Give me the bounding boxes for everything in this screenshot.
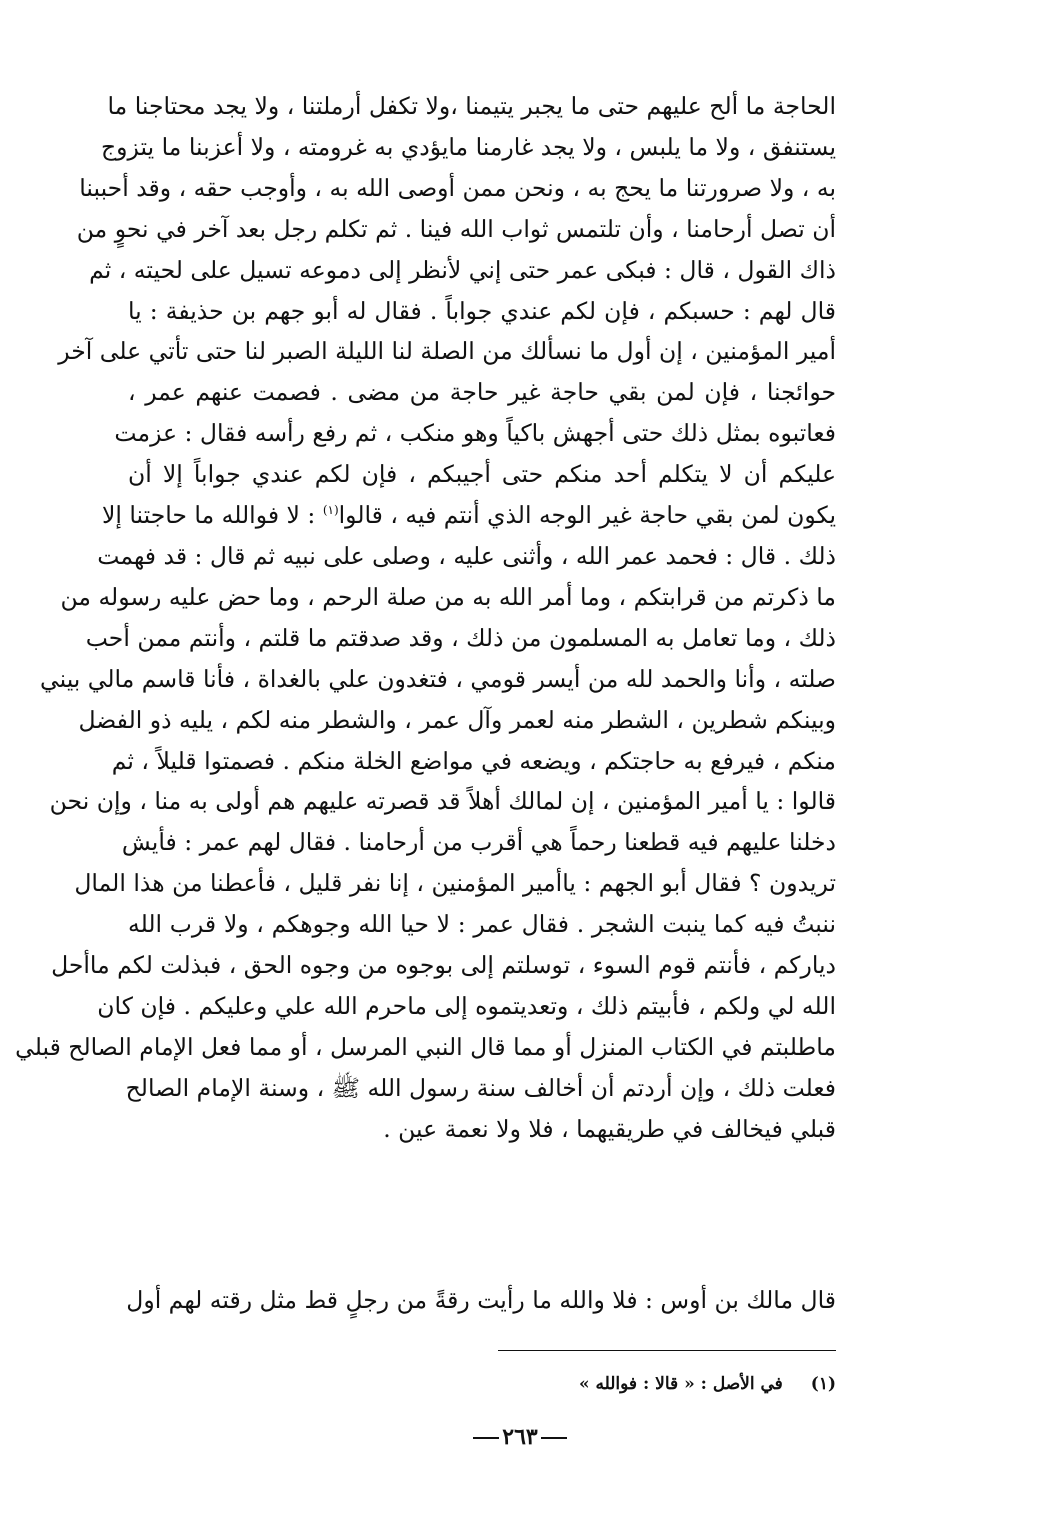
text-line: عليكم أن لا يتكلم أحد منكم حتى أجيبكم ، فإن لكم عندي جواباً إلا أن <box>128 460 836 489</box>
text-line: ننبتُ فيه كما ينبت الشجر . فقال عمر : لا حيا الله وجوهكم ، ولا قرب الله <box>128 910 836 939</box>
page-number: ٢٦٣ <box>502 1424 538 1450</box>
text-line: تريدون ؟ فقال أبو الجهم : ياأمير المؤمنين ، إنا نفر قليل ، فأعطنا من هذا المال <box>74 869 836 898</box>
paragraph-text: قال مالك بن أوس : فلا والله ما رأيت رقةً من رجلٍ قط مثل رقته لهم أول <box>126 1286 836 1314</box>
footnote-text: في الأصل : « قالا : فوالله » <box>578 1374 783 1394</box>
text-line: فعلت ذلك ، وإن أردتم أن أخالف سنة رسول الله ﷺ ، وسنة الإمام الصالح <box>125 1073 836 1102</box>
body-text <box>15 86 836 1150</box>
text-line: ذلك ، وما تعامل به المسلمون من ذلك ، وقد صدقتم ما قلتم ، وأنتم ممن أحب <box>85 623 836 652</box>
text-line: ذلك . قال : فحمد عمر الله ، وأثنى عليه ، وصلى على نبيه ثم قال : قد فهمت <box>97 541 836 570</box>
footnote-reference: (١) <box>322 503 339 518</box>
text-line: قالوا : يا أمير المؤمنين ، إن لمالك أهلاً قد قصرته عليهم هم أولى به منا ، وإن نحن <box>49 787 836 816</box>
text-line: ماطلبتم في الكتاب المنزل أو مما قال النبي المرسل ، أو مما فعل الإمام الصالح قبلي <box>15 1032 836 1061</box>
text-line-with-footnote-ref <box>101 495 836 536</box>
text-line: يستنفق ، ولا ما يلبس ، ولا يجد غارمنا مايؤدي به غرومته ، ولا أعزبنا ما يتزوج <box>101 132 836 161</box>
text-line: ذاك القول ، قال : فبكى عمر حتى إني لأنظر إلى دموعه تسيل على لحيته ، ثم <box>89 255 836 284</box>
text-segment: : لا فوالله ما حاجتنا إلا <box>101 501 316 530</box>
text-line: الحاجة ما ألح عليهم حتى ما يجبر يتيمنا ،ولا تكفل أرملتنا ، ولا يجد محتاجنا ما <box>107 92 836 120</box>
text-line: وبينكم شطرين ، الشطر منه لعمر وآل عمر ، والشطر منه لكم ، يليه ذو الفضل <box>78 705 836 734</box>
text-line: حوائجنا ، فإن لمن بقي حاجة غير حاجة من مضى . فصمت عنهم عمر ، <box>128 378 836 407</box>
page-number-block <box>0 1424 1040 1450</box>
text-line: الله لي ولكم ، فأبيتم ذلك ، وتعديتموه إلى ماحرم الله علي وعليكم . فإن كان <box>97 991 836 1020</box>
text-line: فعاتبوه بمثل ذلك حتى أجهش باكياً وهو منكب ، ثم رفع رأسه فقال : عزمت <box>114 419 836 448</box>
page-number-dash <box>541 1437 567 1439</box>
text-line: منكم ، فيرفع به حاجتكم ، ويضعه في مواضع الخلة منكم . فصمتوا قليلاً ، ثم <box>111 746 836 775</box>
text-line: دخلنا عليهم فيه قطعنا رحماً هي أقرب من أرحامنا . فقال لهم عمر : فأيش <box>121 828 836 857</box>
text-line: ما ذكرتم من قرابتكم ، وما أمر الله به من صلة الرحم ، وما حض عليه رسوله من <box>60 582 836 611</box>
footnote <box>579 1371 836 1397</box>
text-line: قال لهم : حسبكم ، فإن لكم عندي جواباً . فقال له أبو جهم بن حذيفة : يا <box>128 296 836 325</box>
text-line: أن تصل أرحامنا ، وأن تلتمس ثواب الله فينا . ثم تكلم رجل بعد آخر في نحوٍ من <box>76 214 836 243</box>
text-line: به ، ولا صرورتنا ما يحج به ، ونحن ممن أوصى الله به ، وأوجب حقه ، وقد أحببنا <box>79 173 836 202</box>
text-line: قبلي فيخالف في طريقيهما ، فلا ولا نعمة عين . <box>383 1114 836 1143</box>
footnote-number: (١) <box>810 1374 836 1394</box>
text-line: صلته ، وأنا والحمد لله من أيسر قومي ، فتغدون علي بالغداة ، فأنا قاسم مالي بيني <box>40 664 836 693</box>
text-line: دياركم ، فأنتم قوم السوء ، توسلتم إلى بوجوه من وجوه الحق ، فبذلت لكم ماأحل <box>51 951 836 980</box>
page-number-dash <box>473 1437 499 1439</box>
footnote-divider <box>498 1350 836 1351</box>
text-segment: يكون لمن بقي حاجة غير الوجه الذي أنتم فيه ، قالوا <box>338 501 836 530</box>
text-line: أمير المؤمنين ، إن أول ما نسألك من الصلة لنا الليلة الصبر لنا حتى تأتي على آخر <box>58 337 836 366</box>
